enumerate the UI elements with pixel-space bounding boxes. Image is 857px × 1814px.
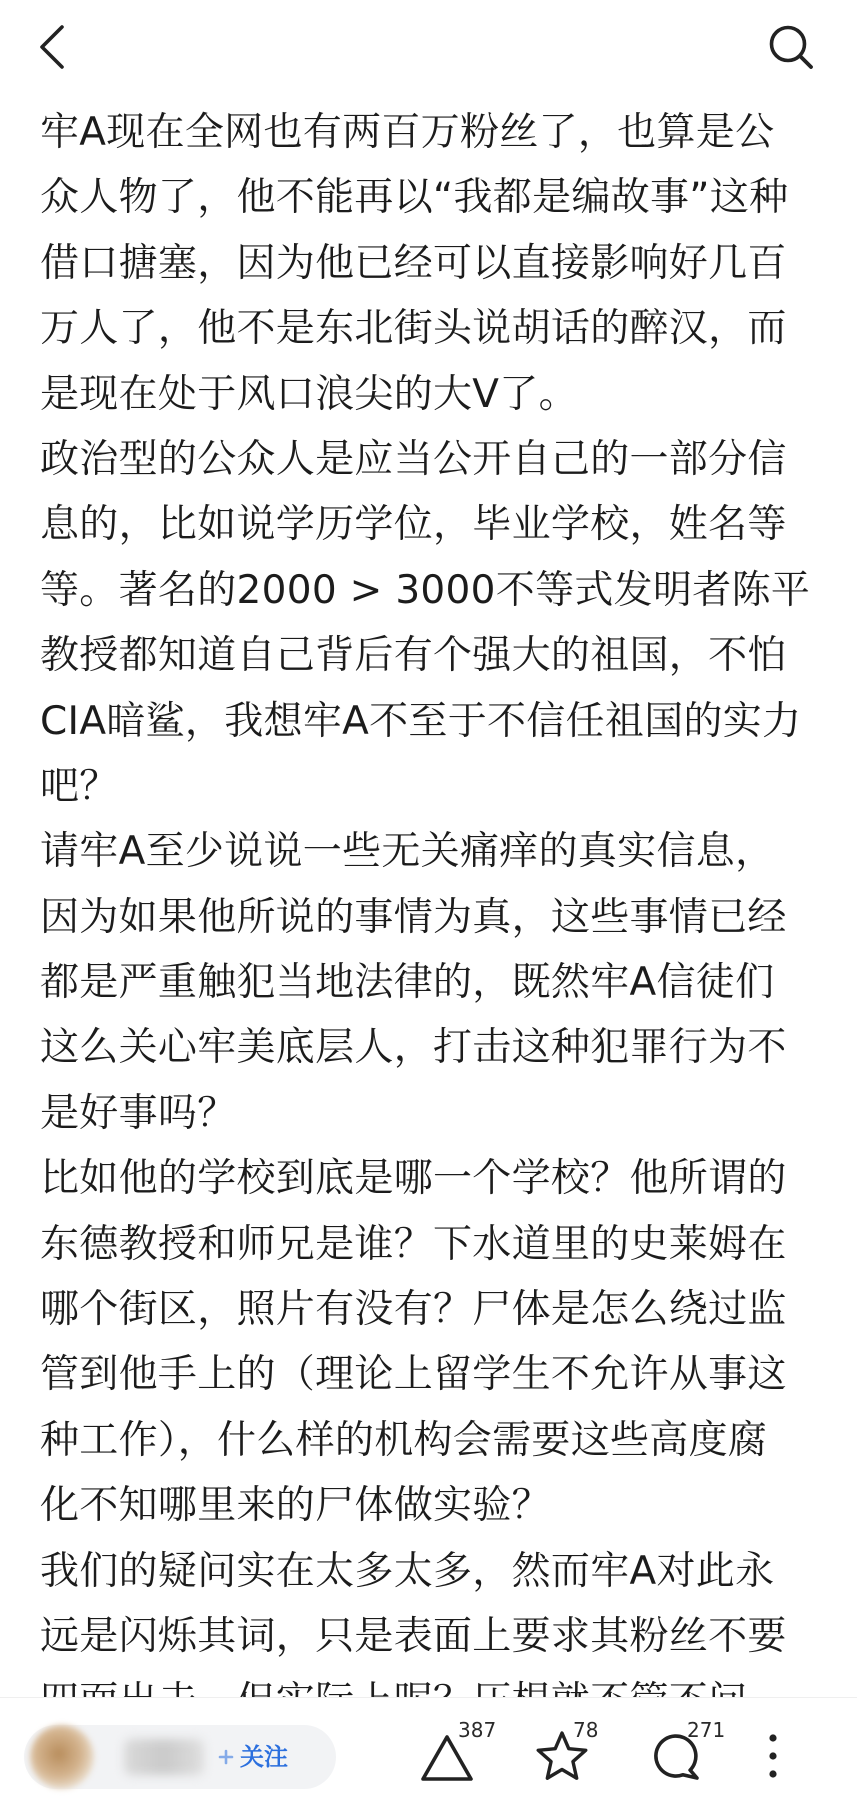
more-button[interactable] (756, 1726, 790, 1786)
follow-button[interactable] (212, 1738, 322, 1776)
text-line: 种工作），什么样的机构会需要这些高度腐 (40, 1417, 768, 1463)
favorite-button[interactable] (528, 1712, 612, 1792)
text-line: 哪个街区，照片有没有？尸体是怎么绕过监 (40, 1287, 787, 1333)
author-name[interactable] (124, 1739, 204, 1775)
text-line: 我们的疑问实在太多太多，然而牢A对此永 (40, 1548, 775, 1594)
plus-icon (218, 1749, 234, 1765)
text-line: 比如他的学校到底是哪一个学校？他所谓的 (40, 1156, 787, 1202)
follow-label: 关注 (240, 1743, 288, 1771)
author-chip (24, 1725, 336, 1789)
text-line: 东德教授和师兄是谁？下水道里的史莱姆在 (40, 1221, 787, 1267)
top-bar (0, 0, 857, 92)
paragraph (40, 100, 840, 427)
text-line: 教授都知道自己背后有个强大的祖国，不怕 (40, 633, 787, 679)
text-line: 息的，比如说学历学位，毕业学校，姓名等 (40, 502, 787, 548)
text-line: 远是闪烁其词，只是表面上要求其粉丝不要 (40, 1613, 787, 1659)
text-line: 管到他手上的（理论上留学生不允许从事这 (40, 1352, 787, 1398)
upvote-button[interactable] (412, 1712, 504, 1792)
upvote-count: 387 (458, 1718, 497, 1742)
paragraph (40, 1146, 840, 1538)
more-vertical-icon (767, 1733, 779, 1779)
text-line: 众人物了，他不能再以“我都是编故事”这种 (40, 175, 789, 221)
text-line: 政治型的公众人是应当公开自己的一部分信 (40, 436, 787, 482)
text-line: 化不知哪里来的尸体做实验？ (40, 1483, 551, 1529)
text-line: 是好事吗？ (40, 1090, 237, 1136)
text-line: 万人了，他不是东北街头说胡话的醉汉，而 (40, 306, 787, 352)
back-button[interactable] (30, 18, 78, 74)
text-line: 因为如果他所说的事情为真，这些事情已经 (40, 894, 787, 940)
paragraph (40, 427, 840, 819)
text-line: 这么关心牢美底层人，打击这种犯罪行为不 (40, 1025, 787, 1071)
text-line: 吧？ (40, 763, 119, 809)
text-line: CIA暗鲨，我想牢A不至于不信任祖国的实力 (40, 698, 802, 744)
chevron-left-icon (34, 22, 70, 72)
text-line: 牢A现在全网也有两百万粉丝了，也算是公 (40, 110, 775, 155)
text-line: 是现在处于风口浪尖的大V了。 (40, 371, 578, 417)
comment-button[interactable] (644, 1712, 736, 1792)
text-line: 等。著名的2000 > 3000不等式发明者陈平 (40, 567, 811, 613)
comment-count: 271 (687, 1718, 726, 1742)
text-line: 请牢A至少说说一些无关痛痒的真实信息， (40, 829, 775, 875)
search-button[interactable] (762, 18, 822, 78)
bottom-action-bar (0, 1697, 857, 1814)
article-body (40, 100, 840, 1735)
search-icon (767, 23, 817, 73)
favorite-count: 78 (573, 1718, 599, 1742)
text-line: 都是严重触犯当地法律的，既然牢A信徒们 (40, 960, 775, 1006)
text-line: 借口搪塞，因为他已经可以直接影响好几百 (40, 240, 787, 286)
avatar[interactable] (30, 1725, 94, 1789)
paragraph (40, 819, 840, 1146)
